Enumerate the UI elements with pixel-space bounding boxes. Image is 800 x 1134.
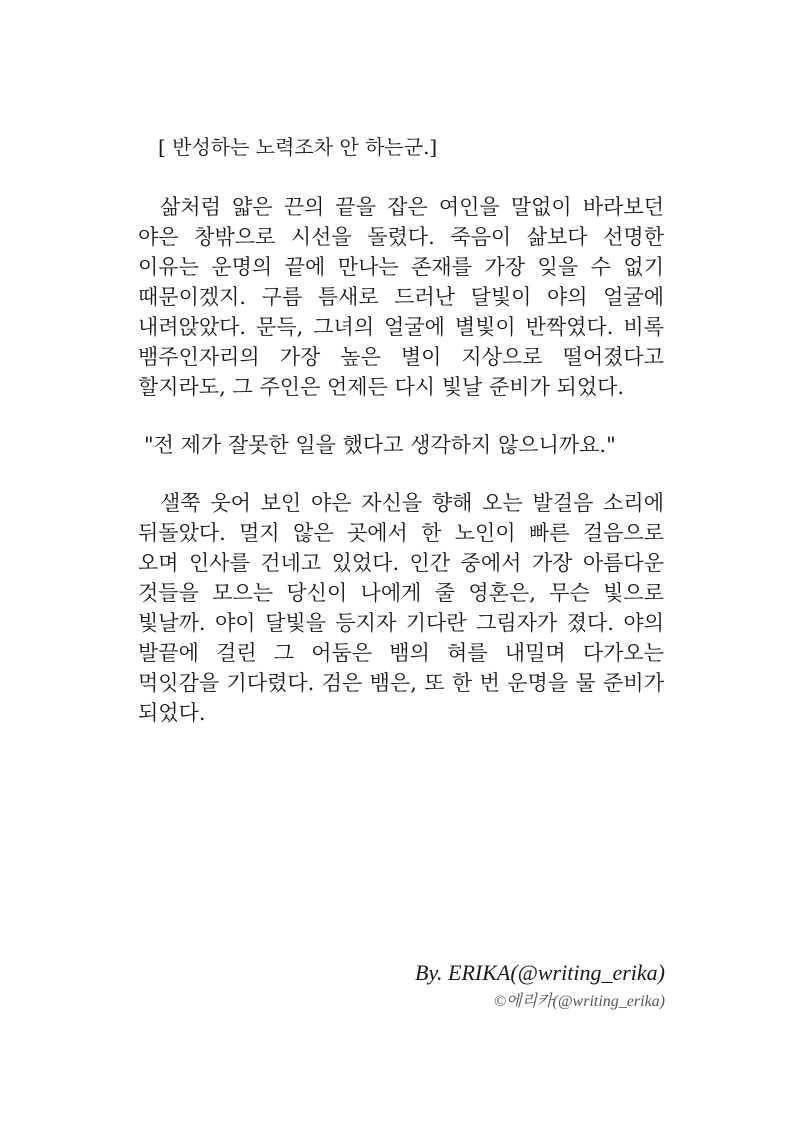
copyright-notice: ©에리카(@writing_erika)	[493, 993, 665, 1010]
story-heading: [ 반성하는 노력조차 안 하는군.]	[158, 135, 438, 159]
story-body	[138, 132, 664, 756]
paragraph-1: 삶처럼 얇은 끈의 끝을 잡은 여인을 말없이 바라보던 야은 창밖으로 시선을 돌렸다. 죽음이 삶보다 선명한 이유는 운명의 끝에 만나는 존재를 가장 잊을 수 없기 때문이겠지. 구름 틈새로 드러난 달빛이 야의 얼굴에 내려앉았다. 문득, 그녀의 얼굴에 별빛이 반짝였다. 비록 뱀주인자리의 가장 높은 별이 지상으로 떨어졌다고 할지라도, 그 주인은 언제든 다시 빛날 준비가 되었다.	[138, 195, 664, 399]
author-byline: By. ERIKA(@writing_erika)	[415, 960, 665, 985]
dialogue-quote: "전 제가 잘못한 일을 했다고 생각하지 않으니까요."	[144, 433, 616, 457]
paragraph-3: 샐쭉 웃어 보인 야은 자신을 향해 오는 발걸음 소리에 뒤돌았다. 멀지 않은 곳에서 한 노인이 빠른 걸음으로 오며 인사를 건네고 있었다. 인간 중에서 가장 아름다운 것들을 모으는 당신이 나에게 줄 영혼은, 무슨 빛으로 빛날까. 야이 달빛을 등지자 기다란 그림자가 졌다. 야의 발끝에 걸린 그 어둠은 뱀의 혀를 내밀며 다가오는 먹잇감을 기다렸다. 검은 뱀은, 또 한 번 운명을 물 준비가 되었다.	[138, 491, 664, 725]
